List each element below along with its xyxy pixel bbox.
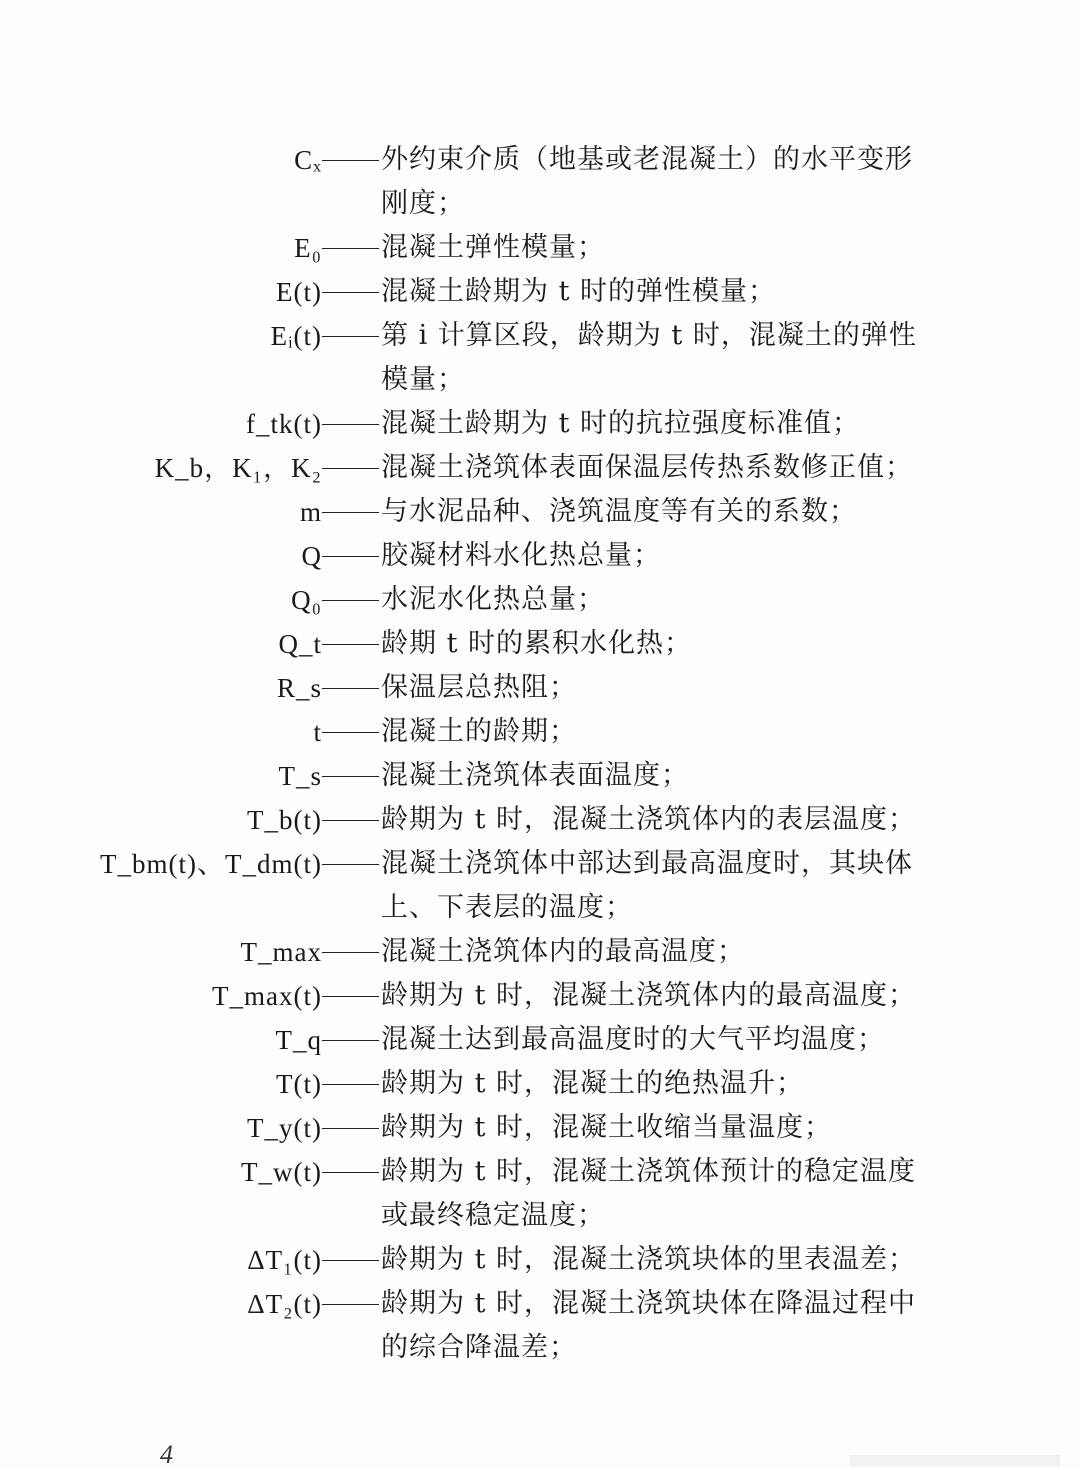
definition-row <box>0 974 1080 1018</box>
definition-text: 龄期为 t 时，混凝土浇筑块体在降温过程中的综合降温差； <box>381 1288 917 1363</box>
em-dash-separator <box>322 1128 379 1129</box>
definition-text: 胶凝材料水化热总量； <box>381 540 661 571</box>
em-dash-separator <box>322 644 379 645</box>
definition-text: 混凝土浇筑体表面保温层传热系数修正值； <box>381 452 913 483</box>
em-dash-separator <box>322 468 379 469</box>
definition-row <box>0 710 1080 754</box>
definition-symbol: T_q <box>275 1025 322 1055</box>
scan-edge-mark <box>850 1455 1060 1467</box>
definition-text: 与水泥品种、浇筑温度等有关的系数； <box>381 496 857 527</box>
definition-symbol: T_s <box>278 761 322 791</box>
definition-symbol: R_s <box>276 673 322 703</box>
definition-row <box>0 534 1080 578</box>
em-dash-separator <box>322 996 379 997</box>
definition-text: 混凝土达到最高温度时的大气平均温度； <box>381 1024 885 1055</box>
em-dash-separator <box>322 688 379 689</box>
definition-text: 混凝土浇筑体中部达到最高温度时，其块体上、下表层的温度； <box>381 848 913 923</box>
definition-row <box>0 1018 1080 1062</box>
definition-text: 混凝土的龄期； <box>381 716 577 747</box>
definition-row <box>0 226 1080 270</box>
definition-text: 混凝土弹性模量； <box>381 232 605 263</box>
definition-text: 外约束介质（地基或老混凝土）的水平变形刚度； <box>381 144 913 219</box>
definition-symbol: E₀ <box>294 233 322 263</box>
definition-text: 龄期为 t 时，混凝土收缩当量温度； <box>381 1112 833 1143</box>
definition-symbol: Q₀ <box>291 585 322 615</box>
definition-symbol: T_b(t) <box>247 805 322 835</box>
em-dash-separator <box>322 1084 379 1085</box>
em-dash-separator <box>322 820 379 821</box>
definition-row <box>0 314 1080 402</box>
em-dash-separator <box>322 1172 379 1173</box>
definition-text: 龄期 t 时的累积水化热； <box>381 628 693 659</box>
definition-symbol: t <box>313 717 322 747</box>
definition-row <box>0 622 1080 666</box>
definition-symbol: T_max <box>240 937 322 967</box>
definition-row <box>0 446 1080 490</box>
definition-text: 混凝土浇筑体表面温度； <box>381 760 689 791</box>
em-dash-separator <box>322 512 379 513</box>
definition-symbol: Q <box>301 541 322 571</box>
em-dash-separator <box>322 776 379 777</box>
definition-symbol: m <box>299 497 322 527</box>
definition-row <box>0 1282 1080 1370</box>
definition-symbol: E(t) <box>276 277 322 307</box>
definition-symbol: f_tk(t) <box>246 409 322 439</box>
definition-text: 第 i 计算区段，龄期为 t 时，混凝土的弹性模量； <box>381 320 917 395</box>
em-dash-separator <box>322 1304 379 1305</box>
definition-row <box>0 402 1080 446</box>
definition-text: 龄期为 t 时，混凝土的绝热温升； <box>381 1068 805 1099</box>
definition-row <box>0 754 1080 798</box>
definition-text: 混凝土龄期为 t 时的抗拉强度标准值； <box>381 408 861 439</box>
definition-row <box>0 930 1080 974</box>
definition-symbol: T_bm(t)、T_dm(t) <box>100 849 322 879</box>
definition-symbol: T_y(t) <box>247 1113 322 1143</box>
definition-row <box>0 1238 1080 1282</box>
definition-text: 保温层总热阻； <box>381 672 577 703</box>
definition-symbol: ΔT₂(t) <box>247 1289 322 1319</box>
definition-row <box>0 270 1080 314</box>
definition-symbol: K_b，K₁，K₂ <box>154 453 322 483</box>
definition-text: 混凝土浇筑体内的最高温度； <box>381 936 745 967</box>
definition-symbol: T_max(t) <box>212 981 322 1011</box>
symbol-definitions-list <box>0 138 1080 1370</box>
definition-symbol: Eᵢ(t) <box>270 321 322 351</box>
definition-row <box>0 842 1080 930</box>
em-dash-separator <box>322 556 379 557</box>
em-dash-separator <box>322 1260 379 1261</box>
definition-text: 龄期为 t 时，混凝土浇筑体预计的稳定温度或最终稳定温度； <box>381 1156 917 1231</box>
em-dash-separator <box>322 1040 379 1041</box>
definition-symbol: T_w(t) <box>241 1157 322 1187</box>
definition-row <box>0 490 1080 534</box>
definition-text: 混凝土龄期为 t 时的弹性模量； <box>381 276 777 307</box>
em-dash-separator <box>322 292 379 293</box>
definition-symbol: Q_t <box>278 629 322 659</box>
definition-text: 龄期为 t 时，混凝土浇筑体内的表层温度； <box>381 804 917 835</box>
definition-row <box>0 138 1080 226</box>
definition-text: 龄期为 t 时，混凝土浇筑块体的里表温差； <box>381 1244 917 1275</box>
definition-row <box>0 578 1080 622</box>
definition-text: 龄期为 t 时，混凝土浇筑体内的最高温度； <box>381 980 917 1011</box>
definition-row <box>0 1106 1080 1150</box>
definition-row <box>0 1062 1080 1106</box>
definition-symbol: ΔT₁(t) <box>247 1245 322 1275</box>
em-dash-separator <box>322 732 379 733</box>
definition-symbol: T(t) <box>276 1069 322 1099</box>
em-dash-separator <box>322 952 379 953</box>
page-number: 4 <box>160 1440 173 1469</box>
em-dash-separator <box>322 160 379 161</box>
em-dash-separator <box>322 600 379 601</box>
definition-row <box>0 798 1080 842</box>
definition-row <box>0 666 1080 710</box>
definition-symbol: Cₓ <box>294 145 322 175</box>
definition-text: 水泥水化热总量； <box>381 584 605 615</box>
definition-row <box>0 1150 1080 1238</box>
em-dash-separator <box>322 424 379 425</box>
em-dash-separator <box>322 864 379 865</box>
em-dash-separator <box>322 248 379 249</box>
em-dash-separator <box>322 336 379 337</box>
